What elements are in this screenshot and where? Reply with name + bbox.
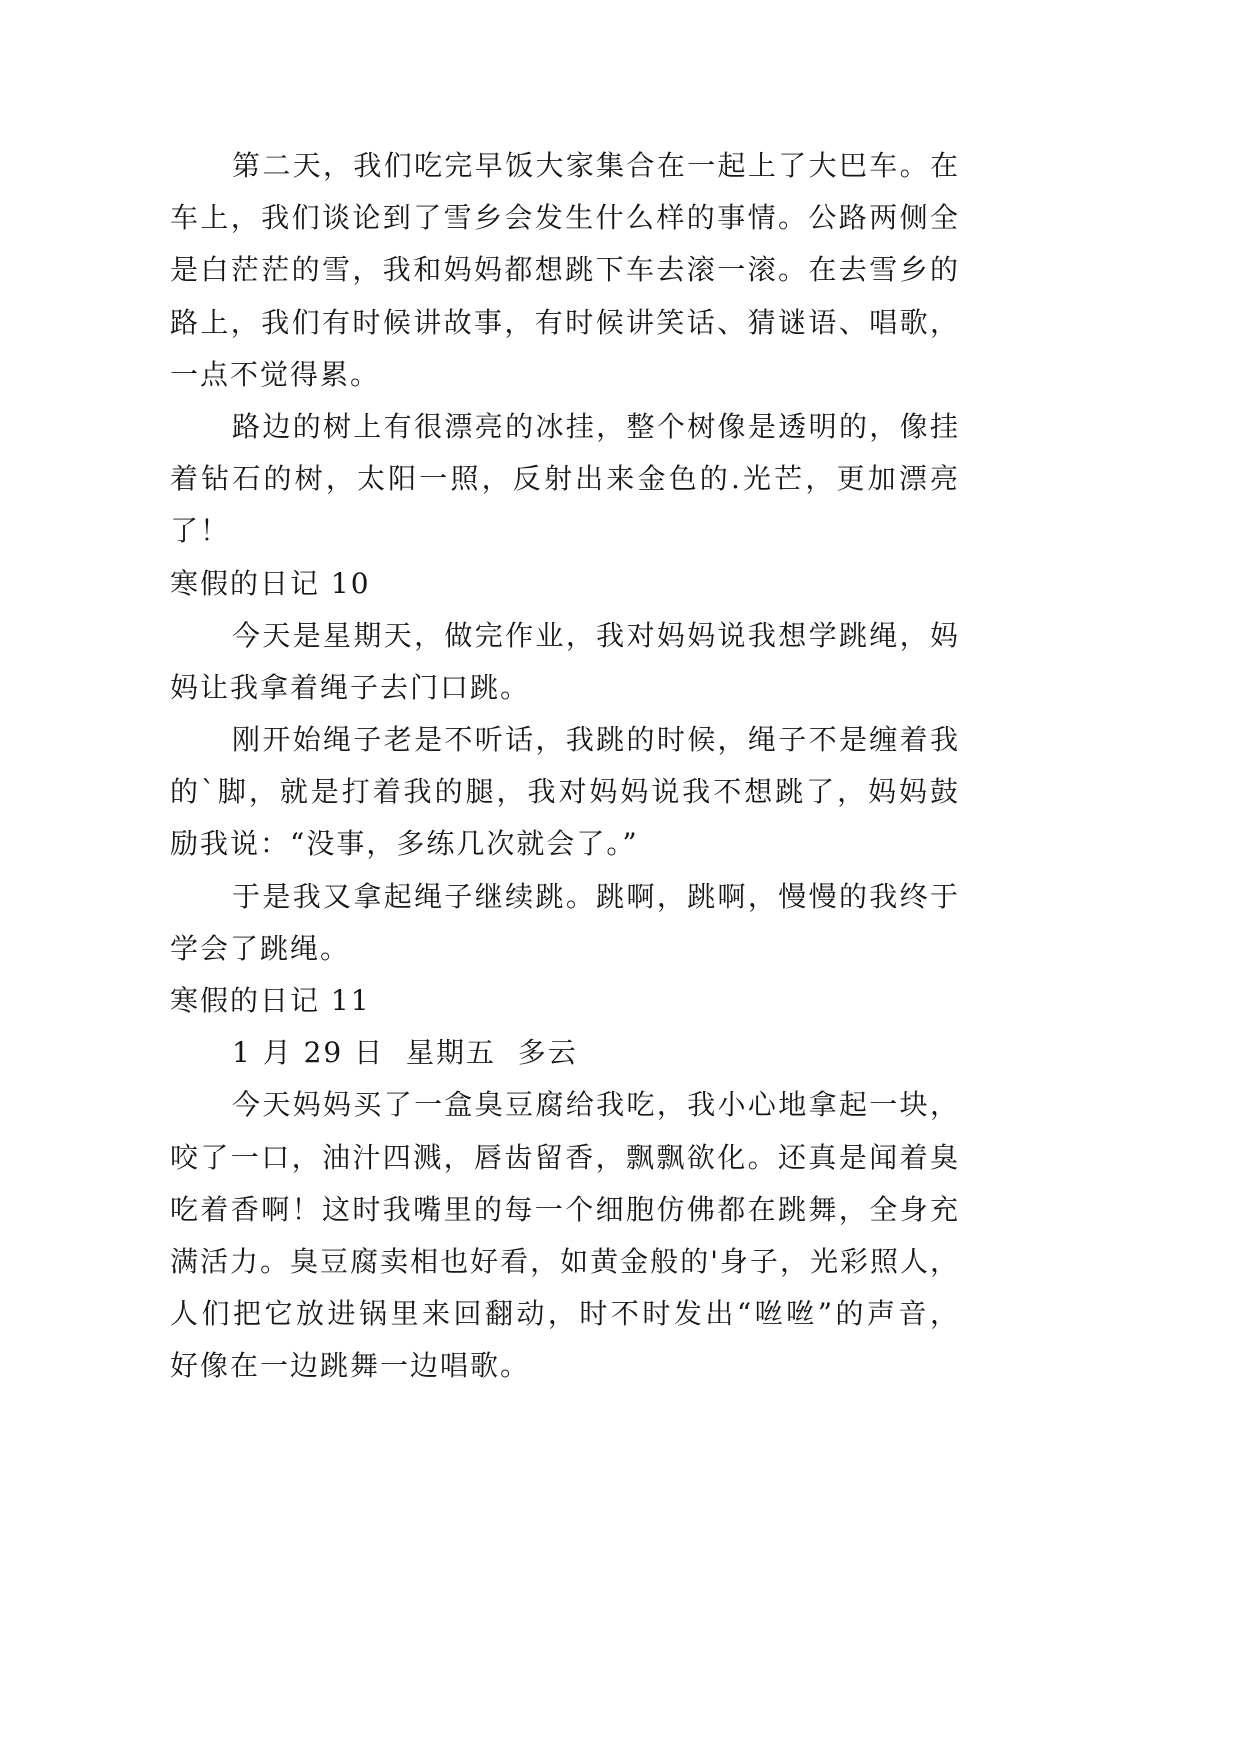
paragraph <box>170 140 958 401</box>
text-line: 第二天，我们吃完早饭大家集合在一起上了大巴车。在 <box>232 149 958 182</box>
text-line: 车上，我们谈论到了雪乡会发生什么样的事情。公路两侧全 <box>170 201 958 235</box>
section-heading: 寒假的日记 10 <box>170 566 371 600</box>
text-line: 的`脚，就是打着我的腿，我对妈妈说我不想跳了，妈妈鼓 <box>170 775 958 809</box>
text-line: 刚开始绳子老是不听话，我跳的时候，绳子不是缠着我 <box>232 723 958 757</box>
text-line: 人们把它放进锅里来回翻动，时不时发出“咝咝”的声音， <box>170 1297 958 1331</box>
paragraph <box>170 1079 958 1392</box>
text-line: 着钻石的树，太阳一照，反射出来金色的.光芒，更加漂亮 <box>170 462 958 496</box>
text-line: 满活力。臭豆腐卖相也好看，如黄金般的'身子，光彩照人， <box>170 1244 958 1278</box>
paragraph <box>170 610 958 714</box>
text-line: 吃着香啊！这时我嘴里的每一个细胞仿佛都在跳舞，全身充 <box>170 1192 958 1226</box>
text-line: 了！ <box>170 514 231 548</box>
text-line: 路边的树上有很漂亮的冰挂，整个树像是透明的，像挂 <box>232 409 958 443</box>
paragraph <box>170 871 958 975</box>
paragraph <box>170 714 958 871</box>
text-line: 一点不觉得累。 <box>170 357 381 391</box>
text-line: 妈让我拿着绳子去门口跳。 <box>170 670 531 704</box>
text-line: 励我说：“没事，多练几次就会了。” <box>170 827 639 861</box>
text-line: 学会了跳绳。 <box>170 931 351 965</box>
paragraph <box>170 401 958 558</box>
text-line: 是白茫茫的雪，我和妈妈都想跳下车去滚一滚。在去雪乡的 <box>170 253 958 287</box>
diary-date-line <box>170 1027 958 1079</box>
text-line: 今天妈妈买了一盒臭豆腐给我吃，我小心地拿起一块， <box>232 1088 958 1122</box>
text-line: 今天是星期天，做完作业，我对妈妈说我想学跳绳，妈 <box>232 618 958 652</box>
text-line: 1 月 29 日 星期五 多云 <box>232 1036 578 1070</box>
text-line: 于是我又拿起绳子继续跳。跳啊，跳啊，慢慢的我终于 <box>232 879 958 913</box>
text-line: 咬了一口，油汁四溅，唇齿留香，飘飘欲化。还真是闻着臭 <box>170 1140 958 1174</box>
section-heading: 寒假的日记 11 <box>170 984 371 1017</box>
text-line: 好像在一边跳舞一边唱歌。 <box>170 1349 531 1383</box>
document-body <box>170 140 958 1393</box>
text-line: 路上，我们有时候讲故事，有时候讲笑话、猜谜语、唱歌， <box>170 305 958 339</box>
